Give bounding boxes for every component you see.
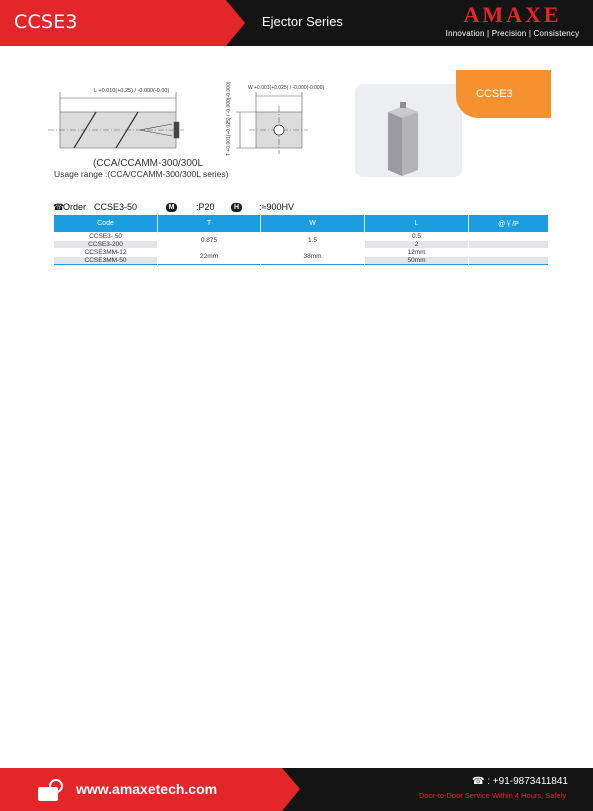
hardness-value: :≈900HV — [259, 202, 294, 212]
cell-code: CCSE3-200 — [54, 241, 158, 249]
cell-l: 0.5 — [365, 233, 469, 241]
col-price: @￥/P — [469, 215, 549, 233]
cell-price — [469, 241, 549, 249]
series-label: Ejector Series — [262, 14, 343, 29]
order-icon: ☎ — [53, 202, 65, 212]
hardness-badge-icon: H — [231, 203, 242, 212]
phone-text: : +91-9873411841 — [487, 776, 568, 787]
phone-icon: ☎ — [472, 776, 485, 787]
brand-logo[interactable] — [440, 4, 585, 38]
spec-table — [54, 215, 548, 265]
cell-l: 50mm — [365, 257, 469, 265]
usage-range: Usage range :(CCA/CCAMM-300/300L series) — [54, 169, 229, 179]
drawing-caption: (CCA/CCAMM-300/300L — [93, 158, 204, 169]
cell-price — [469, 233, 549, 241]
cell-code: CCSE3- 50 — [54, 233, 158, 241]
material-badge-icon: M — [166, 203, 177, 212]
product-image — [378, 98, 428, 178]
cell-t: 0.875 — [158, 233, 261, 249]
pointer-hand-icon — [36, 778, 66, 802]
cell-code: CCSE3MM-12 — [54, 249, 158, 257]
material-value: :P20 — [196, 202, 215, 212]
col-w: W — [261, 215, 365, 233]
col-t: T — [158, 215, 261, 233]
cell-price — [469, 257, 549, 265]
dim-t-label: T +0.001(+0.025) / -0.000(-0.000) — [226, 81, 232, 156]
cell-l: 12mm — [365, 249, 469, 257]
product-label: CCSE3 — [476, 88, 513, 100]
cell-l: 2 — [365, 241, 469, 249]
dim-l-label: L +0.010(+0.25) / -0.000(-0.00) — [94, 88, 170, 94]
service-note: Door-to-Door Service Within 4 Hours, Safely — [419, 791, 567, 800]
logo-tagline: Innovation | Precision | Consistency — [445, 29, 580, 38]
col-code: Code — [54, 215, 158, 233]
logo-wordmark: AMAXE — [463, 2, 562, 27]
cell-w: 1.5 — [261, 233, 365, 249]
col-l: L — [365, 215, 469, 233]
phone-number[interactable] — [472, 776, 568, 787]
table-row — [54, 249, 548, 257]
table-header-row — [54, 215, 548, 233]
page-title: CCSE3 — [14, 11, 78, 33]
website-link[interactable]: www.amaxetech.com — [76, 781, 218, 797]
dim-w-label: W +0.001(+0.025) / -0.000(-0.000) — [248, 85, 325, 91]
cell-w: 38mm — [261, 249, 365, 265]
cell-price — [469, 249, 549, 257]
table-row — [54, 233, 548, 241]
cell-code: CCSE3MM-50 — [54, 257, 158, 265]
order-code: CCSE3-50 — [94, 202, 138, 212]
order-label: Order — [63, 202, 87, 212]
order-line — [53, 202, 553, 214]
cell-t: 22mm — [158, 249, 261, 265]
